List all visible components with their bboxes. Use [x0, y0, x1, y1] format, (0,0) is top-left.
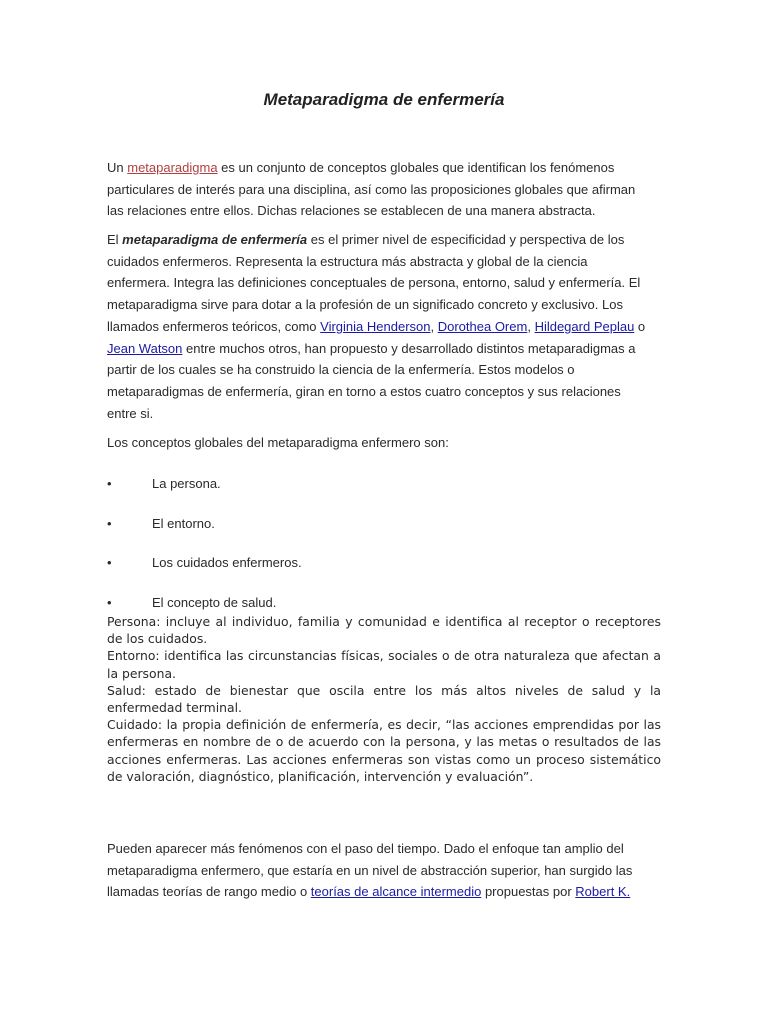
text: entre muchos otros, han propuesto y desarrollado distintos metaparadigmas a partir de los cuales se ha construido la ciencia de la enfermería. Estos modelos o metaparadigmas de enfermería, giran en torno a estos cuatro conceptos y sus relaciones entre si.: [107, 340, 636, 421]
text: es un conjunto de conceptos globales que identifican los fenómenos particulares de interés para una disciplina, así como las proposiciones globales que afirman las relaciones entre ellos. Dichas relaciones se establecen de una manera abstracta.: [107, 160, 636, 219]
text: ,: [527, 318, 535, 334]
paragraph-intro: [107, 157, 647, 222]
text: Pueden aparecer más fenómenos con el paso del tiempo. Dado el enfoque tan amplio del metaparadigma enfermero, que estaría en un nivel de abstracción superior, han surgido las llamadas teorías de rango medio o: [107, 841, 633, 900]
text: Un: [107, 160, 128, 175]
hildegard-peplau-link[interactable]: Hildegard Peplau: [534, 318, 635, 334]
definition-persona: Persona: incluye al individuo, familia y comunidad e identifica al receptor o receptores de los cuidados.: [107, 614, 661, 647]
text: propuestas por: [481, 884, 576, 900]
paragraph-concepts-intro: Los conceptos globales del metaparadigma enfermero son:: [107, 435, 449, 450]
list-item-text: El concepto de salud.: [152, 595, 277, 610]
definition-salud: Salud: estado de bienestar que oscila entre los más altos niveles de salud y la enfermedad terminal.: [107, 682, 661, 716]
emphasis-term: metaparadigma de enfermería: [122, 232, 308, 247]
text: El: [107, 232, 123, 247]
teorias-alcance-intermedio-link[interactable]: teorías de alcance intermedio: [310, 884, 482, 900]
bullet-icon: •: [107, 516, 112, 531]
robert-k-link[interactable]: Robert K.: [575, 884, 631, 900]
bullet-icon: •: [107, 476, 112, 491]
list-item: [107, 555, 647, 575]
text: o: [634, 318, 646, 334]
list-item-text: El entorno.: [152, 516, 215, 531]
bullet-icon: •: [107, 595, 112, 610]
virginia-henderson-link[interactable]: Virginia Henderson: [320, 318, 431, 334]
definition-cuidado: Cuidado: la propia definición de enfermería, es decir, “las acciones emprendidas por las enfermeras en nombre de o de acuerdo con la persona, y las metas o resultados de las acciones enfermeras. Las acciones enfermeras son vistas como un proceso sistemático de valoración, diagnóstico, planificación, intervención y evaluación”.: [107, 717, 661, 784]
page-title: Metaparadigma de enfermería: [263, 90, 505, 109]
text: es el primer nivel de especificidad y perspectiva de los cuidados enfermeros. Representa la estructura más abstracta y global de la ciencia enfermera. Integra las definiciones conceptuales de persona, entorno, salud y enfermería. El metaparadigma sirve para dotar a la profesión de un significado concreto y exclusivo. Los llamados enfermeros teóricos, como: [107, 232, 641, 334]
metaparadigma-link[interactable]: metaparadigma: [127, 160, 218, 175]
text: ,: [430, 318, 438, 334]
definitions-block: [107, 613, 661, 785]
list-item: [107, 516, 647, 536]
paragraph-middle-range-theories: [107, 838, 647, 903]
list-item: [107, 595, 647, 615]
list-item: [107, 476, 647, 496]
dorothea-orem-link[interactable]: Dorothea Orem: [437, 318, 528, 334]
bullet-icon: •: [107, 555, 112, 570]
paragraph-definition: [107, 229, 647, 424]
jean-watson-link[interactable]: Jean Watson: [107, 340, 183, 356]
list-item-text: Los cuidados enfermeros.: [152, 555, 302, 570]
definition-entorno: Entorno: identifica las circunstancias físicas, sociales o de otra naturaleza que afectan a la persona.: [107, 648, 661, 681]
list-item-text: La persona.: [152, 476, 221, 491]
